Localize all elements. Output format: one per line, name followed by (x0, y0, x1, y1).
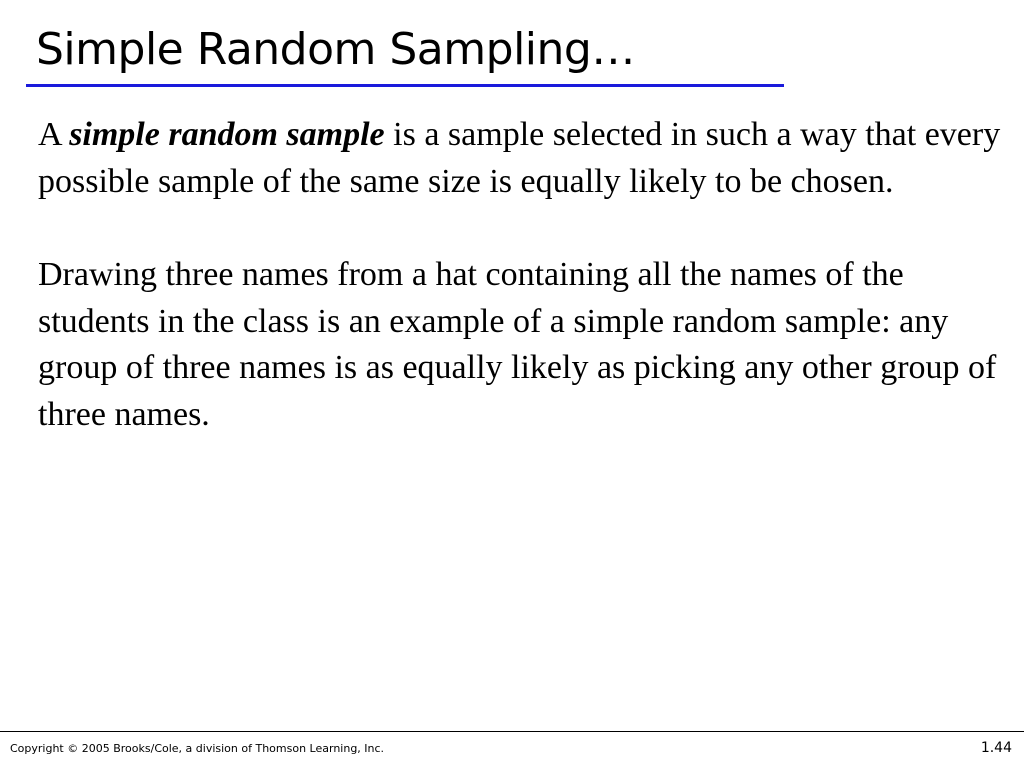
title-underline (26, 84, 784, 87)
definition-paragraph (38, 112, 1010, 205)
slide-number: 1.44 (980, 740, 1012, 756)
defined-term: simple random sample (69, 116, 385, 153)
definition-lead: A (38, 116, 70, 153)
copyright-notice: Copyright © 2005 Brooks/Cole, a division of Thomson Learning, Inc. (10, 742, 385, 755)
slide-title: Simple Random Sampling… (36, 24, 635, 75)
footer-divider (0, 731, 1024, 732)
slide-body (38, 112, 1010, 438)
example-paragraph: Drawing three names from a hat containing all the names of the students in the class is an example of a simple random sample: any group of three names is as equally likely as picking any other group of three names. (38, 256, 997, 433)
definition-text: is a sample selected in such a way that every possible sample of the same size is equally likely to be chosen. (38, 116, 1001, 200)
